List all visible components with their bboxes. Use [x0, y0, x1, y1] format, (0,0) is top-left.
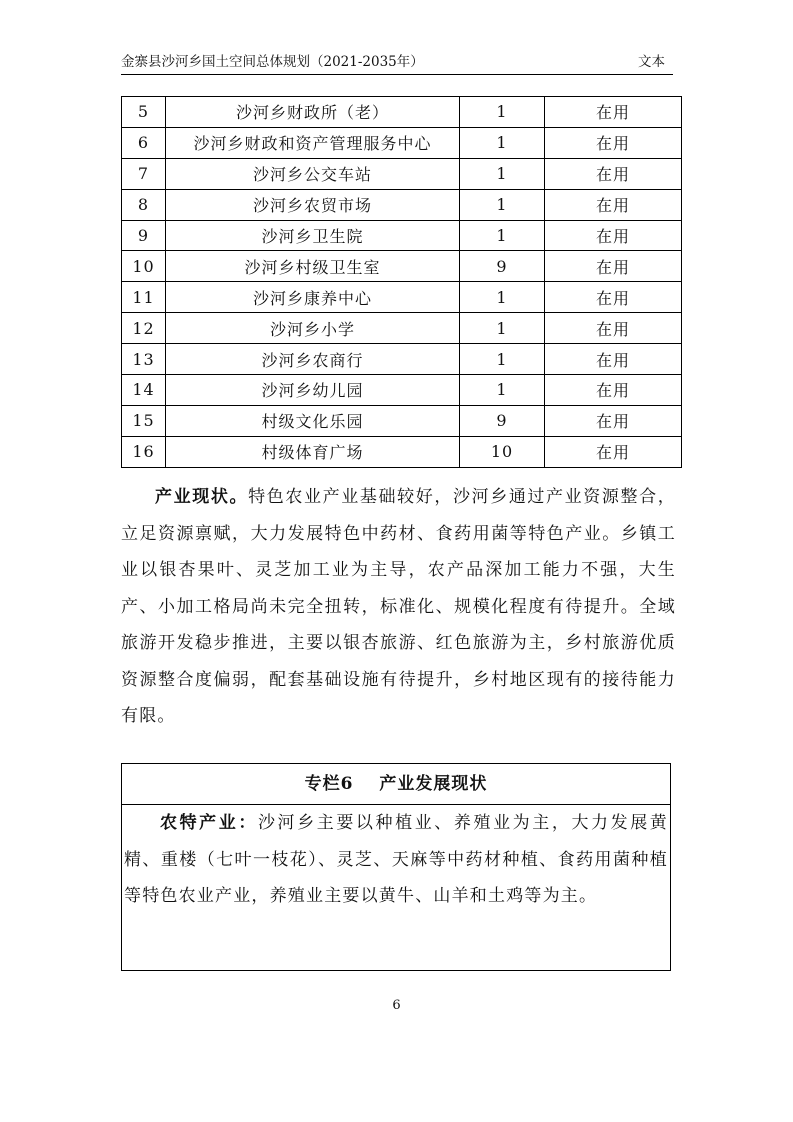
table-row: [122, 189, 682, 220]
facilities-table: [121, 96, 682, 468]
cell-name: 沙河乡小学: [166, 313, 460, 344]
cell-name: 沙河乡村级卫生室: [166, 251, 460, 282]
cell-status: 在用: [545, 313, 682, 344]
cell-name: 沙河乡农贸市场: [166, 189, 460, 220]
cell-number: 13: [122, 344, 166, 375]
cell-name: 沙河乡财政和资产管理服务中心: [166, 127, 460, 158]
cell-count: 1: [460, 220, 545, 251]
cell-status: 在用: [545, 251, 682, 282]
cell-number: 16: [122, 436, 166, 467]
document-title: 金寨县沙河乡国土空间总体规划（2021-2035年）: [121, 54, 424, 70]
page-number: 6: [392, 998, 401, 1013]
table-row: [122, 158, 682, 189]
facilities-table-body: [122, 97, 682, 468]
cell-name: 沙河乡幼儿园: [166, 375, 460, 406]
cell-count: 9: [460, 405, 545, 436]
table-row: [122, 127, 682, 158]
cell-status: 在用: [545, 375, 682, 406]
table-row: [122, 375, 682, 406]
industry-lead: 产业现状。: [155, 487, 249, 507]
industry-text: 特色农业产业基础较好，沙河乡通过产业资源整合，立足资源禀赋，大力发展特色中药材、食药用菌等特色产业。乡镇工业以银杏果叶、灵芝加工业为主导，农产品深加工能力不强，大生产、小加工格局尚未完全扭转，标准化、规模化程度有待提升。全域旅游开发稳步推进，主要以银杏旅游、红色旅游为主，乡村旅游优质资源整合度偏弱，配套基础设施有待提升，乡村地区现有的接待能力有限。: [121, 487, 676, 726]
cell-count: 1: [460, 158, 545, 189]
cell-number: 7: [122, 158, 166, 189]
cell-status: 在用: [545, 282, 682, 313]
cell-name: 沙河乡公交车站: [166, 158, 460, 189]
table-row: [122, 97, 682, 128]
cell-number: 12: [122, 313, 166, 344]
cell-name: 沙河乡康养中心: [166, 282, 460, 313]
column-box-body: [122, 805, 670, 915]
cell-status: 在用: [545, 189, 682, 220]
cell-number: 11: [122, 282, 166, 313]
cell-count: 9: [460, 251, 545, 282]
column-box: [121, 763, 671, 971]
cell-number: 15: [122, 405, 166, 436]
cell-number: 5: [122, 97, 166, 128]
cell-number: 9: [122, 220, 166, 251]
cell-name: 沙河乡卫生院: [166, 220, 460, 251]
section-label: 文本: [638, 54, 665, 70]
table-row: [122, 220, 682, 251]
table-row: [122, 313, 682, 344]
cell-number: 8: [122, 189, 166, 220]
cell-status: 在用: [545, 158, 682, 189]
cell-number: 6: [122, 127, 166, 158]
cell-count: 1: [460, 344, 545, 375]
column-box-text: 沙河乡主要以种植业、养殖业为主，大力发展黄精、重楼（七叶一枝花）、灵芝、天麻等中药材种植、食药用菌种植等特色农业产业，养殖业主要以黄牛、山羊和土鸡等为主。: [124, 813, 669, 906]
table-row: [122, 436, 682, 467]
column-box-heading: 产业发展现状: [379, 774, 488, 794]
table-row: [122, 344, 682, 375]
cell-count: 1: [460, 282, 545, 313]
column-box-lead: 农特产业：: [160, 813, 258, 833]
industry-paragraph: [121, 479, 676, 735]
cell-count: 1: [460, 375, 545, 406]
cell-name: 村级体育广场: [166, 436, 460, 467]
cell-count: 1: [460, 313, 545, 344]
cell-name: 村级文化乐园: [166, 405, 460, 436]
table-row: [122, 282, 682, 313]
cell-status: 在用: [545, 97, 682, 128]
cell-status: 在用: [545, 405, 682, 436]
cell-count: 1: [460, 127, 545, 158]
column-box-title: [122, 764, 670, 805]
cell-name: 沙河乡财政所（老）: [166, 97, 460, 128]
cell-number: 10: [122, 251, 166, 282]
table-row: [122, 405, 682, 436]
cell-name: 沙河乡农商行: [166, 344, 460, 375]
page-header: [121, 50, 673, 75]
cell-number: 14: [122, 375, 166, 406]
cell-status: 在用: [545, 344, 682, 375]
cell-count: 10: [460, 436, 545, 467]
table-row: [122, 251, 682, 282]
cell-status: 在用: [545, 220, 682, 251]
cell-count: 1: [460, 189, 545, 220]
column-box-number: 专栏6: [304, 774, 354, 794]
cell-count: 1: [460, 97, 545, 128]
cell-status: 在用: [545, 127, 682, 158]
cell-status: 在用: [545, 436, 682, 467]
